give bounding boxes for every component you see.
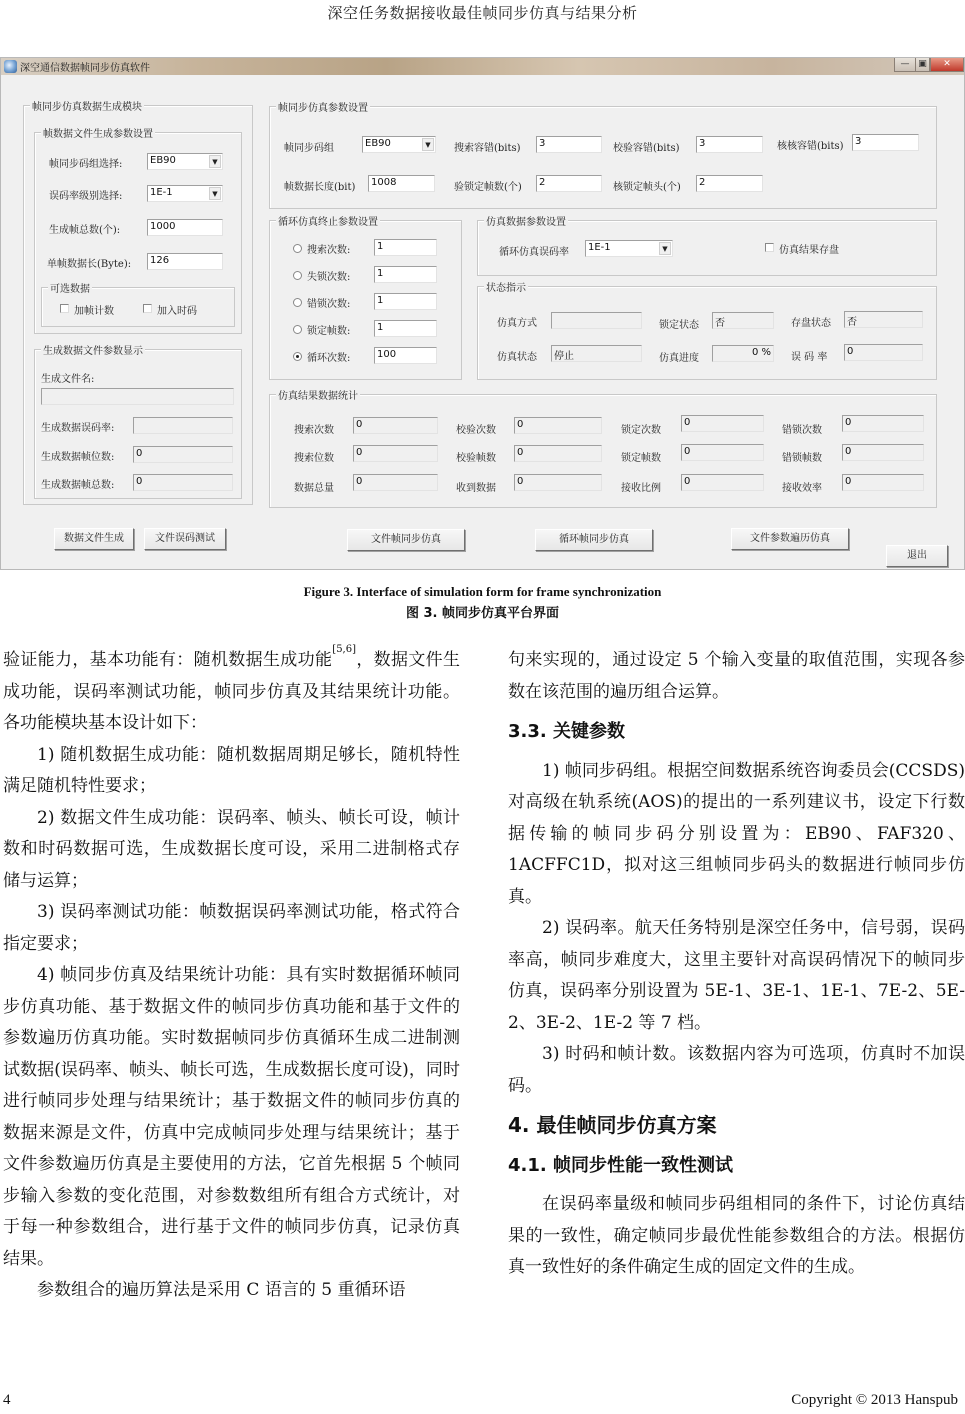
- lock-status-label: 锁定状态: [659, 320, 699, 331]
- stat-value: 0: [514, 417, 602, 434]
- verify-lock-label: 验锁定帧数(个): [454, 182, 522, 193]
- paragraph: 句来实现的，通过设定 5 个输入变量的取值范围，实现各参数在该范围的遍历组合运算。: [508, 650, 965, 702]
- total-frames-input[interactable]: 1000: [147, 219, 223, 236]
- optional-data-group: [41, 284, 235, 327]
- sync-code-label: 帧同步码组: [284, 143, 334, 154]
- sync-frame-len-input[interactable]: 1008: [368, 175, 435, 192]
- stop-radio-lost-lock[interactable]: [293, 271, 302, 280]
- running-head: 深空任务数据接收最佳帧同步仿真与结果分析: [327, 4, 638, 22]
- gen-ber-display-field: [133, 417, 233, 434]
- stat-value: 0: [353, 417, 438, 434]
- gen-ber-value: 1E-1: [150, 187, 173, 198]
- search-tol-label: 搜索容错(bits): [454, 143, 521, 154]
- sync-code-select[interactable]: [362, 136, 436, 153]
- stat-value: 0: [842, 415, 924, 432]
- stat-value: 0: [514, 474, 602, 491]
- save-results-label: 仿真结果存盘: [779, 245, 839, 256]
- stats-title: 仿真结果数据统计: [276, 387, 360, 402]
- timecode-label: 加入时码: [157, 306, 197, 317]
- stat-value: 0: [842, 444, 924, 461]
- file-sync-sim-button[interactable]: 文件帧同步仿真: [347, 529, 465, 551]
- window-title: 深空通信数据帧同步仿真软件: [20, 63, 150, 74]
- optional-data-title: 可选数据: [48, 280, 92, 295]
- ber-status-label: 误 码 率: [791, 352, 828, 363]
- stat-label: 校验次数: [456, 425, 496, 436]
- check-tol-label: 核核容错(bits): [777, 141, 844, 152]
- save-status-field: 否: [844, 311, 923, 328]
- chevron-down-icon[interactable]: ▼: [659, 242, 671, 255]
- sim-progress-label: 仿真进度: [659, 353, 699, 364]
- gen-ber-label: 误码率级别选择:: [49, 191, 123, 202]
- sim-state-field: 停止: [551, 345, 642, 362]
- section-heading-4-1: 4.1. 帧同步性能一致性测试: [508, 1154, 733, 1176]
- figure-caption-en: Figure 3. Interface of simulation form for frame synchronization: [303, 584, 662, 599]
- stat-value: 0: [353, 474, 438, 491]
- stat-value: 0: [681, 474, 764, 491]
- stat-label: 接收效率: [782, 483, 822, 494]
- stat-label: 锁定帧数: [621, 453, 661, 464]
- frame-count-label: 加帧计数: [74, 306, 114, 317]
- filename-field: [41, 388, 234, 405]
- gen-ber-display-label: 生成数据误码率:: [41, 423, 115, 434]
- loop-ber-value: 1E-1: [588, 242, 611, 253]
- stat-value: 0: [353, 445, 438, 462]
- close-button[interactable]: ✕: [930, 58, 964, 72]
- frame-length-input[interactable]: 126: [147, 253, 223, 270]
- check-tol-input[interactable]: 3: [852, 134, 919, 151]
- stat-label: 接收比例: [621, 483, 661, 494]
- copyright: Copyright © 2013 Hanspub: [791, 1392, 958, 1408]
- check-lock-input[interactable]: 2: [696, 175, 763, 192]
- chevron-down-icon[interactable]: ▼: [422, 138, 434, 151]
- minimize-button[interactable]: —: [894, 58, 916, 72]
- save-status-label: 存盘状态: [791, 318, 831, 329]
- chevron-down-icon[interactable]: ▼: [209, 155, 221, 168]
- status-group: [477, 283, 937, 380]
- loop-ber-select[interactable]: [585, 240, 673, 257]
- stat-label: 错锁帧数: [782, 453, 822, 464]
- verify-lock-input[interactable]: 2: [536, 175, 602, 192]
- paragraph: 3) 时码和帧计数。该数据内容为可选项，仿真时不加误码。: [508, 1044, 965, 1096]
- stat-label: 收到数据: [456, 483, 496, 494]
- stop-radio-false-lock[interactable]: [293, 298, 302, 307]
- paragraph: 2) 误码率。航天任务特别是深空任务中，信号弱，误码率高，帧同步难度大，这里主要针对高误码情况下的帧同步仿真，误码率分别设置为 5E-1、3E-1、1E-1、7E-2、5E-2、3E-2、1E-2 等 7 档。: [508, 918, 965, 1033]
- stop-input-lost-lock[interactable]: 1: [374, 266, 437, 283]
- paragraph: 2) 数据文件生成功能：误码率、帧头、帧长可设，帧计数和时码数据可选，生成数据长度可设，采用二进制格式存储与运算；: [3, 807, 460, 891]
- loop-stop-title: 循环仿真终止参数设置: [276, 213, 380, 228]
- paragraph: 3) 误码率测试功能：帧数据误码率测试功能，格式符合指定要求；: [3, 902, 460, 954]
- chevron-down-icon[interactable]: ▼: [209, 187, 221, 200]
- gen-sync-code-value: EB90: [150, 155, 176, 166]
- frame-count-checkbox[interactable]: [60, 304, 69, 313]
- stat-value: 0: [681, 444, 764, 461]
- sim-data-title: 仿真数据参数设置: [484, 213, 568, 228]
- paragraph: [3, 645, 460, 740]
- status-title: 状态指示: [484, 279, 528, 294]
- stop-label-lost-lock: 失锁次数:: [307, 272, 351, 283]
- left-column: [3, 645, 460, 1307]
- total-frames-label: 生成帧总数(个):: [49, 225, 121, 236]
- stat-label: 校验帧数: [456, 453, 496, 464]
- section-heading-3-3: 3.3. 关键参数: [508, 721, 625, 742]
- stat-label: 错锁次数: [782, 425, 822, 436]
- file-display-title: 生成数据文件参数显示: [41, 342, 145, 357]
- stop-radio-loop-count[interactable]: [293, 352, 302, 361]
- file-ber-test-button[interactable]: 文件误码测试: [144, 528, 226, 550]
- sync-params-title: 帧同步仿真参数设置: [276, 99, 370, 114]
- app-icon: [4, 60, 17, 73]
- verify-tol-input[interactable]: 3: [696, 136, 763, 153]
- stat-value: 0: [681, 415, 764, 432]
- search-tol-input[interactable]: 3: [536, 136, 602, 153]
- stop-label-search: 搜索次数:: [307, 245, 351, 256]
- stat-label: 搜索位数: [294, 453, 334, 464]
- paragraph-text: 验证能力，基本功能有：随机数据生成功能: [3, 650, 333, 670]
- stop-radio-locked-frames[interactable]: [293, 325, 302, 334]
- stop-input-false-lock[interactable]: 1: [374, 293, 437, 310]
- stop-input-search[interactable]: 1: [374, 239, 437, 256]
- stop-radio-search[interactable]: [293, 244, 302, 253]
- sync-params-group: [269, 103, 937, 209]
- gen-bits-label: 生成数据帧位数:: [41, 452, 115, 463]
- sim-mode-field: [551, 312, 642, 329]
- stop-input-locked-frames[interactable]: 1: [374, 320, 437, 337]
- verify-tol-label: 校验容错(bits): [613, 143, 680, 154]
- gen-sync-code-label: 帧同步码组选择:: [49, 159, 123, 170]
- citation[interactable]: [5,6]: [332, 644, 357, 655]
- gen-sync-code-select[interactable]: [147, 153, 223, 170]
- stop-input-loop-count[interactable]: 100: [374, 347, 437, 364]
- gen-frames-label: 生成数据帧总数:: [41, 480, 115, 491]
- gen-module-title: 帧同步仿真数据生成模块: [30, 98, 144, 113]
- sim-mode-label: 仿真方式: [497, 318, 537, 329]
- generate-file-button[interactable]: 数据文件生成: [54, 528, 134, 550]
- gen-frames-field: 0: [133, 474, 233, 491]
- stop-label-locked-frames: 锁定帧数:: [307, 326, 351, 337]
- file-params-title: 帧数据文件生成参数设置: [41, 125, 155, 140]
- stop-label-false-lock: 错锁次数:: [307, 299, 351, 310]
- loop-ber-label: 循环仿真误码率: [499, 247, 569, 258]
- stat-value: 0: [514, 445, 602, 462]
- app-window: [0, 57, 965, 570]
- figure-caption-zh: 图 3. 帧同步仿真平台界面: [405, 606, 560, 621]
- sync-code-value: EB90: [365, 138, 391, 149]
- frame-length-label: 单帧数据长(Byte):: [47, 259, 132, 270]
- sync-frame-len-label: 帧数据长度(bit): [284, 182, 356, 193]
- stat-label: 锁定次数: [621, 425, 661, 436]
- gen-bits-field: 0: [133, 446, 233, 463]
- loop-sync-sim-button[interactable]: 循环帧同步仿真: [535, 529, 653, 551]
- param-sweep-sim-button[interactable]: 文件参数遍历仿真: [731, 528, 849, 550]
- page-number: 4: [3, 1392, 11, 1408]
- maximize-button[interactable]: ▣: [915, 58, 930, 72]
- stop-label-loop-count: 循环次数:: [307, 353, 351, 364]
- title-bar[interactable]: [1, 58, 964, 75]
- stat-value: 0: [842, 474, 924, 491]
- paragraph: 4) 帧同步仿真及结果统计功能：具有实时数据循环帧同步仿真功能、基于数据文件的帧同步仿真功能和基于文件的参数遍历仿真功能。实时数据帧同步仿真循环生成二进制测试数据(误码率、帧头、帧长可选，生成数据长度可设)，同时进行帧同步处理与结果统计；基于数据文件的帧同步仿真的数据来源是文件，仿真中完成帧同步处理与结果统计；基于文件参数遍历仿真是主要使用的方法，它首先根据 5 个帧同步输入参数的变化范围，对参数数组所有组合方式统计，对于每一种参数组合，进行基于文件的帧同步仿真，记录仿真结果。: [3, 965, 460, 1269]
- save-results-checkbox[interactable]: [765, 243, 774, 252]
- check-lock-label: 核锁定帧头(个): [613, 182, 681, 193]
- filename-label: 生成文件名:: [41, 374, 95, 385]
- sim-state-label: 仿真状态: [497, 352, 537, 363]
- paragraph: 1) 帧同步码组。根据空间数据系统咨询委员会(CCSDS)对高级在轨系统(AOS)的提出的一系列建议书，设定下行数据传输的帧同步码分别设置为：EB90、FAF320、1ACFFC1D，拟对这三组帧同步码头的数据进行帧同步仿真。: [508, 760, 965, 907]
- paragraph: 参数组合的遍历算法是采用 C 语言的 5 重循环语: [37, 1280, 406, 1300]
- timecode-checkbox[interactable]: [143, 304, 152, 313]
- sim-progress-field: 0 %: [712, 345, 774, 362]
- paragraph-text: ，数据文件生成功能，误码率测试功能，帧同步仿真及其结果统计功能。各功能模块基本设计如下：: [3, 650, 461, 733]
- ber-status-field: 0: [844, 344, 923, 361]
- right-column: [508, 645, 965, 1284]
- paragraph: 在误码率量级和帧同步码组相同的条件下，讨论仿真结果的一致性，确定帧同步最优性能参数组合的方法。根据仿真一致性好的条件确定生成的固定文件的生成。: [508, 1194, 965, 1277]
- lock-status-field: 否: [712, 312, 774, 329]
- stat-label: 数据总量: [294, 483, 334, 494]
- exit-button[interactable]: 退出: [886, 545, 948, 567]
- gen-ber-select[interactable]: [147, 185, 223, 202]
- paragraph: 1) 随机数据生成功能：随机数据周期足够长，随机特性满足随机特性要求；: [3, 744, 460, 796]
- stat-label: 搜索次数: [294, 425, 334, 436]
- section-heading-4: 4. 最佳帧同步仿真方案: [508, 1113, 717, 1137]
